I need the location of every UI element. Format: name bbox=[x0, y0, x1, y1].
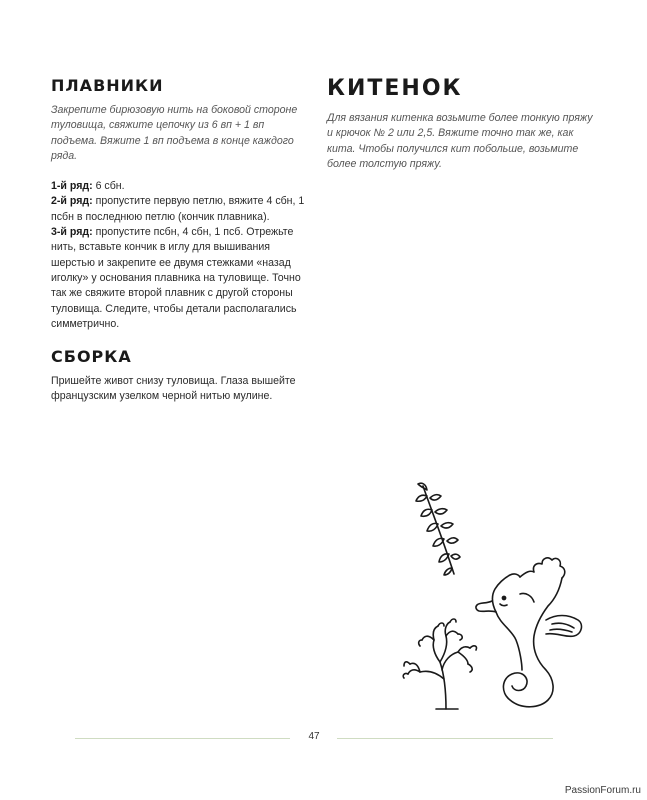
assembly-text: Пришейте живот снизу туловища. Глаза вышейте французским узелком черной нитью мулине. bbox=[51, 375, 296, 403]
row-text: пропустите первую петлю, вяжите 4 сбн, 1 псбн в последнюю петлю (кончик плавника). bbox=[51, 195, 305, 223]
row-label: 1-й ряд: bbox=[51, 180, 93, 193]
whale-calf-text: Для вязания китенка возьмите более тонкую пряжу и крючок № 2 или 2,5. Вяжите точно так же, как кита. Чтобы получился кит побольше, возьмите более толстую пряжу. bbox=[327, 112, 593, 170]
seaweed-icon bbox=[416, 483, 460, 575]
whale-calf-heading: КИТЕНОК bbox=[327, 76, 463, 101]
footer-rule-right bbox=[337, 738, 553, 739]
left-column bbox=[51, 76, 309, 405]
coral-icon bbox=[403, 619, 476, 709]
seahorse-illustration bbox=[396, 474, 606, 724]
fins-row-2 bbox=[51, 194, 309, 225]
fins-row-3 bbox=[51, 225, 309, 332]
row-label: 2-й ряд: bbox=[51, 195, 93, 208]
right-column bbox=[327, 76, 595, 187]
row-text: 6 сбн. bbox=[92, 180, 125, 193]
row-text: пропустите псбн, 4 сбн, 1 псб. Отрежьте нить, вставьте кончик в иглу для вышивания шерстью и закрепите ее двумя стежками «назад иголку» у основания плавника на туловище. Точно так же свяжите второй плавник с другой стороны туловища. Следите, чтобы детали располагались симметрично. bbox=[51, 226, 301, 330]
fins-heading: ПЛАВНИКИ bbox=[51, 76, 164, 95]
row-label: 3-й ряд: bbox=[51, 226, 93, 239]
footer-rule-left bbox=[75, 738, 290, 739]
assembly-heading: СБОРКА bbox=[51, 347, 132, 367]
watermark: PassionForum.ru bbox=[564, 785, 641, 796]
page-number: 47 bbox=[308, 731, 320, 742]
seahorse-icon bbox=[476, 558, 582, 707]
fins-row-1 bbox=[51, 179, 309, 194]
fins-intro: Закрепите бирюзовую нить на боковой стороне туловища, свяжите цепочку из 6 вп + 1 вп подъема. Вяжите 1 вп подъема в конце каждого ряда. bbox=[51, 104, 298, 162]
